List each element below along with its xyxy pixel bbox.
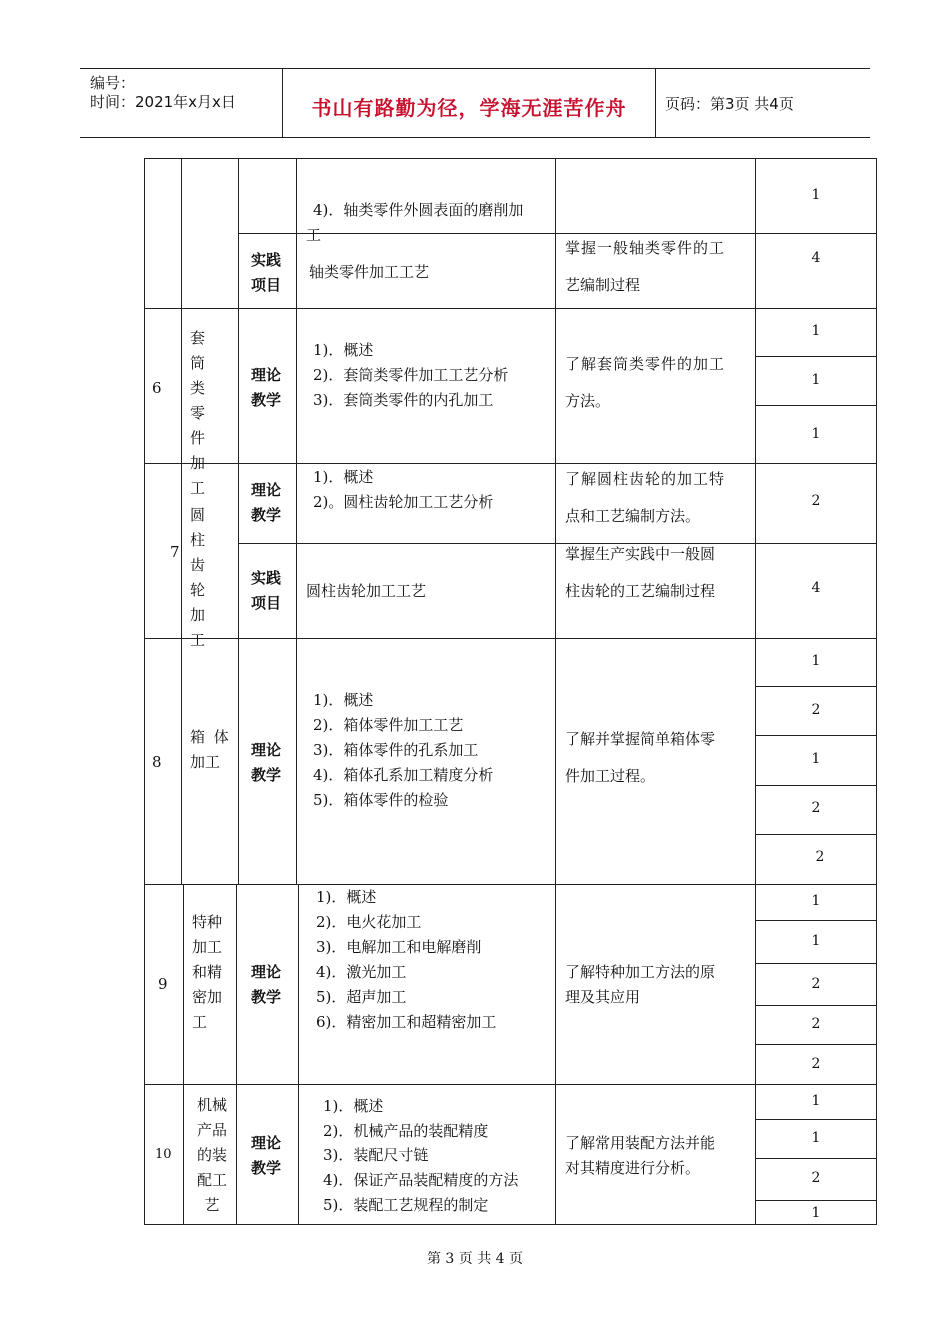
col-line-3b <box>298 884 299 1225</box>
row-number: 7 <box>170 543 180 561</box>
hours-value: 1 <box>811 653 821 669</box>
type-label: 理论 <box>251 741 282 759</box>
col-line-1b <box>183 884 184 1225</box>
row-line-bottom <box>144 1224 877 1225</box>
row-line-10 <box>144 1084 877 1085</box>
page-footer: 第 3 页 共 4 页 <box>426 1251 524 1267</box>
chapter-title: 套筒类零件加工 <box>190 329 210 497</box>
row-line-top <box>144 158 877 159</box>
subrow-line-practice-2 <box>238 543 877 544</box>
hours-value: 2 <box>811 493 821 509</box>
hours-value: 4 <box>811 580 821 596</box>
type-label: 教学 <box>251 988 282 1006</box>
goal-text: 艺编制过程 <box>565 276 641 294</box>
type-label: 教学 <box>251 766 282 784</box>
content-item: 3)．箱体零件的孔系加工 <box>313 741 479 759</box>
type-label: 理论 <box>251 366 282 384</box>
type-label: 教学 <box>251 506 282 524</box>
content-item: 轴类零件加工工艺 <box>309 263 430 281</box>
goal-text: 掌握生产实践中一般圆 <box>565 545 716 563</box>
type-label: 理论 <box>251 481 282 499</box>
header-motto: 书山有路勤为径，学海无涯苦作舟 <box>311 96 627 120</box>
content-item: 4)．轴类零件外圆表面的磨削加 <box>313 201 524 219</box>
doc-number-label: 编号： <box>90 74 136 92</box>
hours-line <box>755 1158 877 1159</box>
row-number: 10 <box>155 1147 172 1162</box>
content-item: 圆柱齿轮加工工艺 <box>306 582 427 600</box>
row-number: 6 <box>152 379 162 397</box>
row-line-9 <box>144 884 877 885</box>
content-item: 4)．激光加工 <box>316 963 407 981</box>
content-item: 1)．概述 <box>316 888 377 906</box>
hours-line <box>755 1119 877 1120</box>
hours-value: 2 <box>811 800 821 816</box>
goal-text: 柱齿轮的工艺编制过程 <box>565 582 716 600</box>
hours-line <box>755 785 877 786</box>
goal-text: 件加工过程。 <box>565 767 656 785</box>
chapter-title: 机械产品的装配工艺 <box>196 1096 227 1214</box>
col-line-4 <box>555 158 556 1225</box>
hours-value: 1 <box>811 1130 821 1146</box>
type-label: 理论 <box>251 963 282 981</box>
col-line-3a <box>296 158 297 884</box>
hours-line <box>755 834 877 835</box>
doc-time-label: 时间：2021年x月x日 <box>90 93 236 111</box>
goal-text: 了解并掌握简单箱体零 <box>565 730 716 748</box>
hours-value: 1 <box>811 1205 821 1221</box>
type-label: 项目 <box>251 594 282 612</box>
hours-value: 1 <box>811 426 821 442</box>
chapter-title: 箱 体 <box>190 728 231 746</box>
content-item: 2)。圆柱齿轮加工工艺分析 <box>313 493 494 511</box>
content-item: 5)．箱体零件的检验 <box>313 791 449 809</box>
type-label: 教学 <box>251 1159 282 1177</box>
type-label: 教学 <box>251 391 282 409</box>
chapter-title: 加工 <box>190 753 221 771</box>
hours-value: 2 <box>811 702 821 718</box>
type-label: 理论 <box>251 1134 282 1152</box>
hours-line <box>755 1200 877 1201</box>
hours-value: 1 <box>811 933 821 949</box>
hours-line <box>755 405 877 406</box>
row-line-7 <box>144 463 877 464</box>
type-label: 实践 <box>251 251 282 269</box>
chapter-title: 圆柱齿轮加工 <box>190 506 210 649</box>
hours-value: 1 <box>811 893 821 909</box>
hours-value: 1 <box>811 1093 821 1109</box>
content-item: 4)．箱体孔系加工精度分析 <box>313 766 494 784</box>
col-line-2a <box>238 158 239 884</box>
content-item: 2)．箱体零件加工工艺 <box>313 716 464 734</box>
content-item: 3)．电解加工和电解磨削 <box>316 938 482 956</box>
content-item: 5)．装配工艺规程的制定 <box>323 1196 489 1214</box>
goal-text: 点和工艺编制方法。 <box>565 507 701 525</box>
content-item: 3)．装配尺寸链 <box>323 1146 429 1164</box>
content-item: 2)．机械产品的装配精度 <box>323 1122 489 1140</box>
goal-text: 掌握一般轴类零件的工 <box>565 239 726 257</box>
hours-value: 1 <box>811 187 821 203</box>
content-item: 1)．概述 <box>313 468 374 486</box>
content-item: 4)．保证产品装配精度的方法 <box>323 1171 519 1189</box>
hours-value: 2 <box>815 849 825 865</box>
row-line-6 <box>144 308 877 309</box>
hours-line <box>755 1005 877 1006</box>
chapter-title: 特种加工和精密加工 <box>192 913 223 1031</box>
goal-text: 了解套筒类零件的加工 <box>565 355 726 373</box>
hours-line <box>755 963 877 964</box>
goal-text: 了解常用装配方法并能 <box>565 1134 716 1152</box>
goal-text: 理及其应用 <box>565 988 641 1006</box>
hours-value: 2 <box>811 976 821 992</box>
hours-value: 2 <box>811 1016 821 1032</box>
hours-value: 2 <box>811 1056 821 1072</box>
goal-text: 对其精度进行分析。 <box>565 1159 701 1177</box>
content-item: 3)．套筒类零件的内孔加工 <box>313 391 494 409</box>
col-line-2b <box>236 884 237 1225</box>
goal-text: 了解特种加工方法的原 <box>565 963 716 981</box>
hours-line <box>755 920 877 921</box>
header-page-info: 页码：第3页 共4页 <box>665 95 794 113</box>
content-item: 2)．电火花加工 <box>316 913 422 931</box>
type-label: 项目 <box>251 276 282 294</box>
row-number: 8 <box>152 753 162 771</box>
row-number: 9 <box>158 975 168 993</box>
table-border-right <box>876 158 877 1225</box>
content-item: 2)．套筒类零件加工工艺分析 <box>313 366 509 384</box>
hours-value: 4 <box>811 250 821 266</box>
content-item: 1)．概述 <box>323 1097 384 1115</box>
hours-value: 1 <box>811 323 821 339</box>
hours-line <box>755 735 877 736</box>
table-border-left <box>144 158 145 1225</box>
content-item: 6)．精密加工和超精密加工 <box>316 1013 497 1031</box>
subrow-line-practice-1 <box>238 233 877 234</box>
col-line-1a <box>181 158 182 884</box>
goal-text: 方法。 <box>565 392 611 410</box>
hours-value: 2 <box>811 1170 821 1186</box>
goal-text: 了解圆柱齿轮的加工特 <box>565 470 726 488</box>
hours-line <box>755 686 877 687</box>
hours-value: 1 <box>811 372 821 388</box>
content-item: 1)．概述 <box>313 341 374 359</box>
hours-line <box>755 1044 877 1045</box>
content-item: 工 <box>306 226 322 244</box>
hours-line <box>755 356 877 357</box>
type-label: 实践 <box>251 569 282 587</box>
row-line-8 <box>144 638 877 639</box>
content-item: 1)．概述 <box>313 691 374 709</box>
content-item: 5)．超声加工 <box>316 988 407 1006</box>
hours-value: 1 <box>811 751 821 767</box>
